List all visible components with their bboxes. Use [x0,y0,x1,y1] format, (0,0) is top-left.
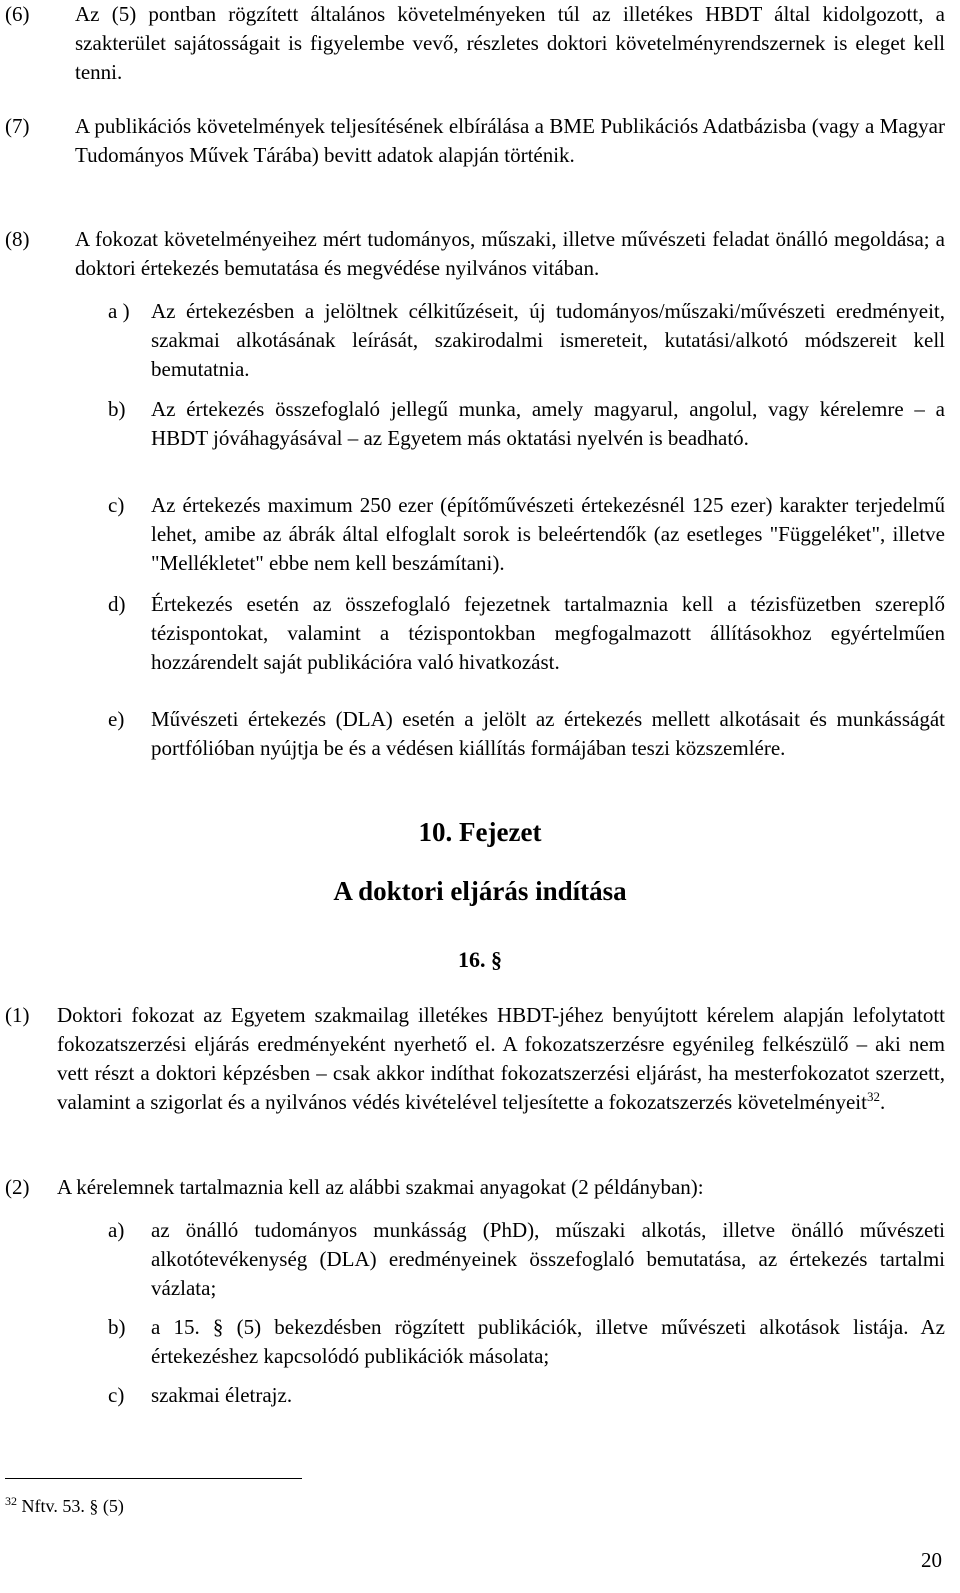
paragraph-8 [5,225,945,283]
list-item-text: Az értekezésben a jelöltnek célkitűzéseit, új tudományos/műszaki/művészeti eredményeit, szakmai alkotásának leírását, szakirodalmi ismereteit, kutatási/alkotó módszereit kell bemutatnia. [151,299,945,381]
list-item-label: e) [108,707,125,731]
list-item-text: Értekezés esetén az összefoglaló fejezetnek tartalmaznia kell a tézisfüzetben szereplő tézispontokat, valamint a tézispontokban megfogalmazott állításokhoz egyértelműen hozzárendelt saját publikációra való hivatkozást. [151,592,945,674]
list-item-label: b) [108,1315,126,1339]
list-item-text: Az értekezés összefoglaló jellegű munka, amely magyarul, angolul, vagy kérelemre – a HBDT jóváhagyásával – az Egyetem más oktatási nyelvén is beadható. [151,397,945,450]
paragraph-end: . [879,1090,886,1114]
footnote-text: Nftv. 53. § (5) [21,1496,124,1516]
chapter-title: A doktori eljárás indítása [333,876,627,906]
paragraph-text: A fokozat követelményeihez mért tudományos, műszaki, illetve művészeti feladat önálló megoldása; a doktori értekezés bemutatása és megvédése nyilvános vitában. [75,227,945,280]
paragraph-body: Doktori fokozat az Egyetem szakmailag illetékes HBDT-jéhez benyújtott kérelem alapján lefolytatott fokozatszerzési eljárás eredményeként nyerhető el. A fokozatszerzésre egyénileg felkészülő – aki nem vett részt a doktori képzésben – csak akkor indíthat fokozatszerzési eljárást, ha mesterfokozatot szerzett, valamint a szigorlat és a nyilvános védés kivételével teljesítette a fokozatszerzés követelményeit [57,1003,945,1114]
page-number: 20 [921,1548,942,1572]
paragraph-16-1 [5,1001,945,1117]
paragraph-6 [5,0,945,87]
footnote-number: 32 [5,1494,17,1508]
list-item-text: Az értekezés maximum 250 ezer (építőművészeti értekezésnél 125 ezer) karakter terjedelmű lehet, amibe az ábrák által elfoglalt sorok is beleértendők (az esetleges "Függeléket", illetve "Mellékletet" ebbe nem kell beszámítani). [151,493,945,575]
list-item-label: a ) [108,299,130,323]
footnote-reference[interactable]: 32 [866,1089,880,1104]
paragraph-text: A publikációs követelmények teljesítésének elbírálása a BME Publikációs Adatbázisba (vagy a Magyar Tudományos Művek Tárába) bevitt adatok alapján történik. [75,114,945,167]
paragraph-number: (1) [5,1003,30,1027]
list-item-text: Művészeti értekezés (DLA) esetén a jelölt az értekezés mellett alkotásait és munkásságát portfólióban nyújtja be és a védésen kiállítás formájában teszi közszemlére. [151,707,945,760]
list-item-label: a) [108,1218,125,1242]
list-item-text: a 15. § (5) bekezdésben rögzített publikációk, illetve művészeti alkotások listája. Az értekezéshez kapcsolódó publikációk másolata; [151,1315,945,1368]
list-item-2a [108,1216,945,1303]
list-item-8d [108,590,945,677]
list-item-label: c) [108,493,125,517]
footnote-divider [5,1478,302,1479]
list-item-8c [108,491,945,578]
paragraph-number: (8) [5,227,30,251]
chapter-number: 10. Fejezet [418,817,542,847]
list-item-2b [108,1313,945,1371]
paragraph-number: (2) [5,1175,30,1199]
paragraph-text: Az (5) pontban rögzített általános követelményeken túl az illetékes HBDT által kidolgozott, a szakterület sajátosságait is figyelembe vevő, részletes doktori követelményrendszernek is eleget kell tenni. [75,2,945,84]
list-item-label: b) [108,397,126,421]
paragraph-text: A kérelemnek tartalmaznia kell az alábbi szakmai anyagokat (2 példányban): [57,1175,704,1199]
list-item-text: szakmai életrajz. [151,1383,293,1407]
list-item-label: d) [108,592,126,616]
list-item-8b [108,395,945,453]
list-item-2c [108,1381,945,1410]
list-item-label: c) [108,1383,125,1407]
paragraph-number: (6) [5,2,30,26]
paragraph-number: (7) [5,114,30,138]
paragraph-7 [5,112,945,170]
paragraph-text [57,1001,945,1117]
section-label: 16. § [458,947,502,972]
list-item-8a [108,297,945,384]
footnote [5,1492,124,1521]
list-item-8e [108,705,945,763]
list-item-text: az önálló tudományos munkásság (PhD), műszaki alkotás, illetve önálló művészeti alkotótevékenység (DLA) eredményeinek összefoglaló bemutatása, az értekezés tartalmi vázlata; [151,1218,945,1300]
paragraph-16-2 [5,1173,945,1202]
